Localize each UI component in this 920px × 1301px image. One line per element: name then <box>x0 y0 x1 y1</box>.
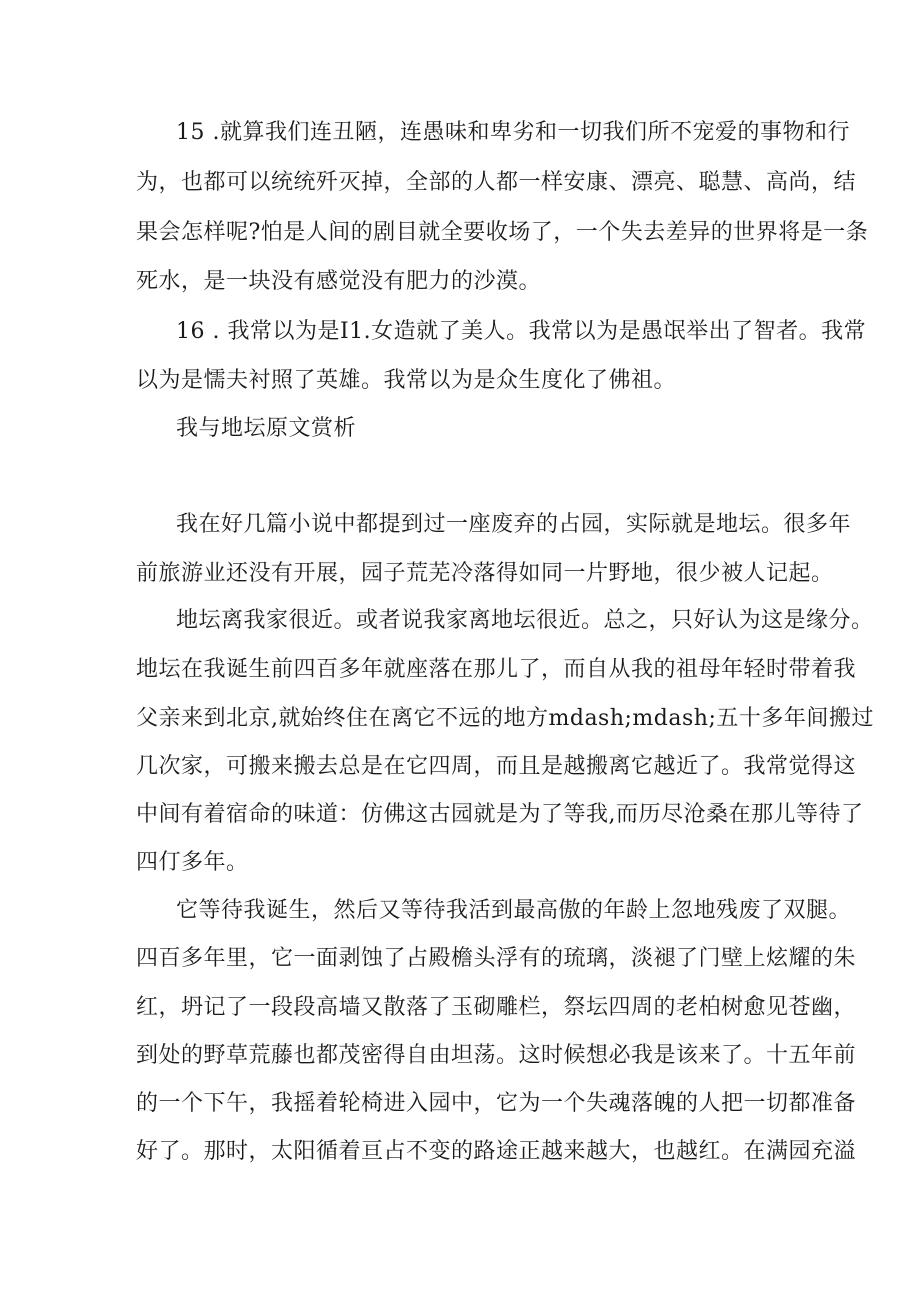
text-line: 四百多年里，它一面剥蚀了占殿檐头浮有的琉璃，淡褪了门壁上炫耀的朱 <box>136 946 857 971</box>
text-line: 中间有着宿命的味道：仿佛这古园就是为了等我,而历尽沧桑在那儿等待了 <box>136 802 864 827</box>
text-line: 前旅游业还没有开展，园子荒芜冷落得如同一片野地，很少被人记起。 <box>136 561 834 586</box>
text-line: 的一个下午，我摇着轮椅进入园中，它为一个失魂落魄的人把一切都准备 <box>136 1091 857 1116</box>
text-line: 好了。那时，太阳循着亘占不变的路途正越来越大，也越红。在满园充溢 <box>136 1139 857 1164</box>
text-line: 我在好几篇小说中都提到过一座废弃的占园，实际就是地坛。很多年 <box>176 512 852 537</box>
text-line: 死水，是一块没有感觉没有肥力的沙漠。 <box>136 269 542 294</box>
text-line: 地坛离我家很近。或者说我家离地坛很近。总之，只好认为这是缘分。 <box>176 608 874 633</box>
text-line: 以为是懦夫衬照了英雄。我常以为是众生度化了佛祖。 <box>136 368 677 393</box>
text-line: 四仃多年。 <box>136 850 249 875</box>
text-line: 为，也都可以统统歼灭掉，全部的人都一样安康、漂亮、聪慧、高尚，结 <box>136 170 857 195</box>
text-line: 它等待我诞生，然后又等待我活到最高傲的年龄上忽地残废了双腿。 <box>176 898 852 923</box>
text-line: 16 . 我常以为是I1.女造就了美人。我常以为是愚氓举出了智者。我常 <box>176 319 867 344</box>
text-line: 15 .就算我们连丑陋，连愚味和卑劣和一切我们所不宠爱的事物和行 <box>176 120 850 145</box>
text-line: 果会怎样呢?怕是人间的剧目就全要收场了，一个失去差异的世界将是一条 <box>136 220 869 245</box>
text-line: 红，坍记了一段段高墙又散落了玉砌雕栏，祭坛四周的老柏树愈见苍幽， <box>136 995 857 1020</box>
text-line: 地坛在我诞生前四百多年就座落在那儿了，而自从我的祖母年轻时带着我 <box>136 657 857 682</box>
text-line: 父亲来到北京,就始终住在离它不远的地方mdash;mdash;五十多年间搬过 <box>136 706 874 731</box>
text-line: 几次家，可搬来搬去总是在它四周，而且是越搬离它越近了。我常觉得这 <box>136 754 857 779</box>
text-line: 到处的野草荒藤也都茂密得自由坦荡。这时候想必我是该来了。十五年前 <box>136 1043 857 1068</box>
section-title: 我与地坛原文赏析 <box>176 416 357 441</box>
